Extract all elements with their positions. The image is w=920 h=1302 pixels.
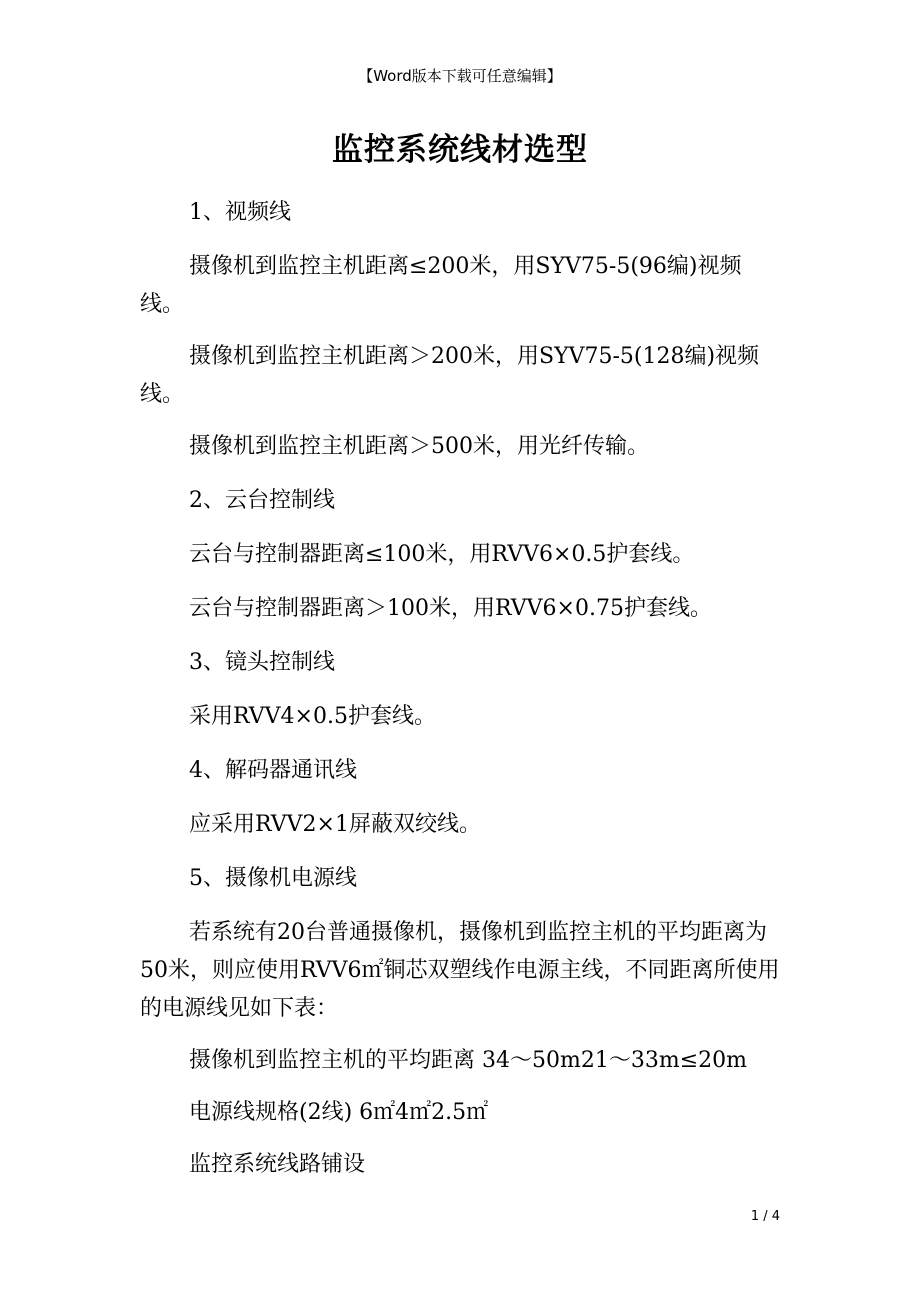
section-heading-lens-control-cable: 3、镜头控制线 xyxy=(189,650,335,675)
document-title: 监控系统线材选型 xyxy=(332,132,588,168)
paragraph-lens-cable: 采用RVV4×0.5护套线。 xyxy=(189,704,436,729)
page-number: 1 / 4 xyxy=(750,1209,780,1224)
document-body xyxy=(140,194,780,1184)
paragraph-decoder-cable: 应采用RVV2×1屏蔽双绞线。 xyxy=(189,812,481,837)
download-header-note: 【Word版本下载可任意编辑】 xyxy=(358,67,562,85)
section-heading-ptz-control-cable: 2、云台控制线 xyxy=(189,488,335,513)
paragraph-video-cable-over-200m: 摄像机到监控主机距离＞200米，用SYV75-5(128编)视频线。 xyxy=(140,344,760,407)
paragraph-distance-row: 摄像机到监控主机的平均距离 34～50m21～33m≤20m xyxy=(189,1048,747,1073)
paragraph-spec-row: 电源线规格(2线) 6㎡4㎡2.5㎡ xyxy=(189,1100,489,1125)
section-heading-camera-power-cable: 5、摄像机电源线 xyxy=(189,866,357,891)
section-heading-decoder-cable: 4、解码器通讯线 xyxy=(189,758,357,783)
paragraph-ptz-cable-100m: 云台与控制器距离≤100米，用RVV6×0.5护套线。 xyxy=(189,542,695,567)
paragraph-ptz-cable-over-100m: 云台与控制器距离＞100米，用RVV6×0.75护套线。 xyxy=(189,596,712,621)
paragraph-video-cable-200m: 摄像机到监控主机距离≤200米，用SYV75-5(96编)视频线。 xyxy=(140,254,742,317)
section-heading-line-laying: 监控系统线路铺设 xyxy=(189,1152,366,1177)
section-heading-video-cable: 1、视频线 xyxy=(189,200,291,225)
paragraph-video-cable-over-500m: 摄像机到监控主机距离＞500米，用光纤传输。 xyxy=(189,434,649,459)
paragraph-power-cable-description: 若系统有20台普通摄像机，摄像机到监控主机的平均距离为50米，则应使用RVV6㎡铜芯双塑线作电源主线，不同距离所使用的电源线见如下表： xyxy=(140,920,780,1021)
